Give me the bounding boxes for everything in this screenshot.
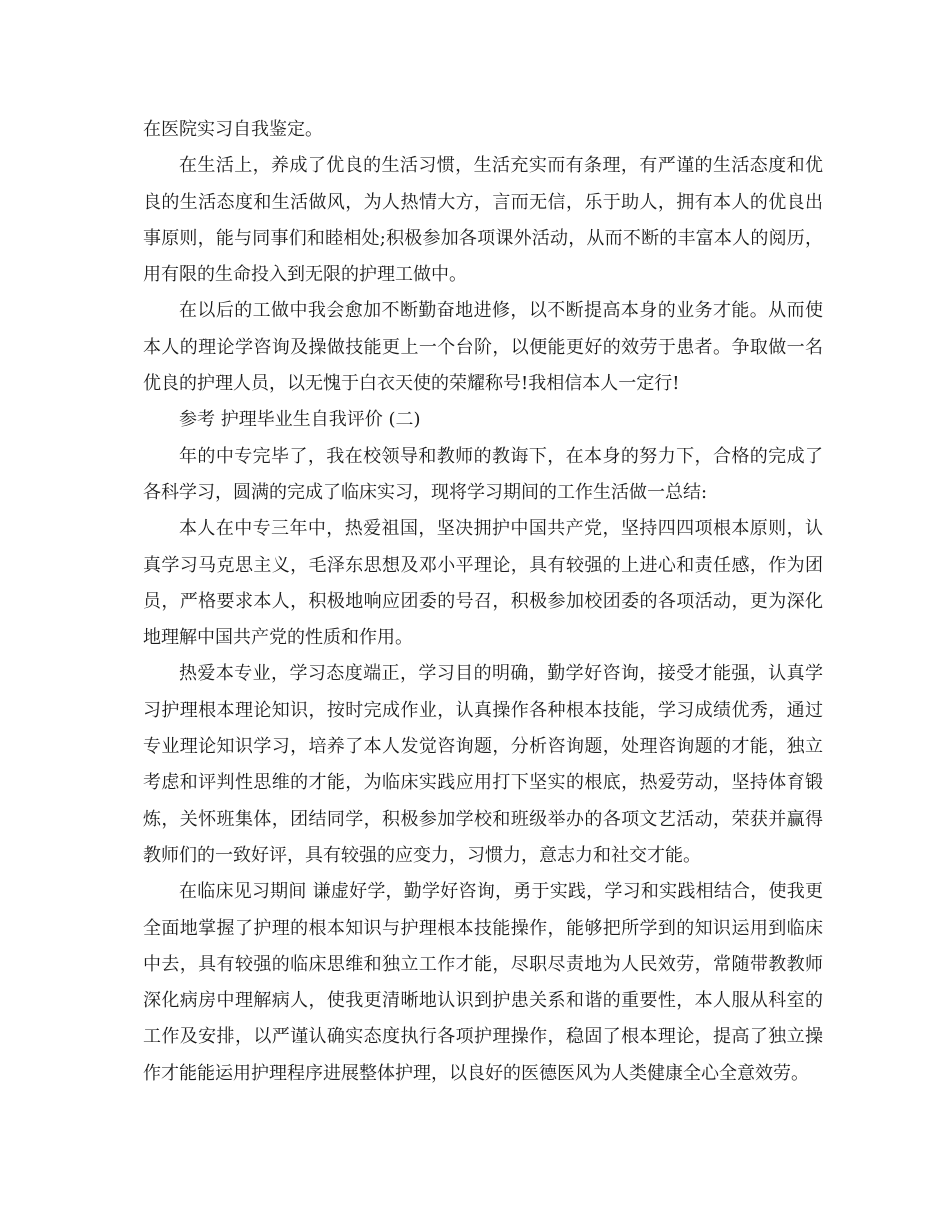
section-heading: 参考 护理毕业生自我评价 (二) xyxy=(179,409,421,431)
paragraph-study: 热爱本专业，学习态度端正，学习目的明确，勤学好咨询，接受才能强，认真学习护理根本理论知识，按时完成作业，认真操作各种根本技能，学习成绩优秀，通过专业理论知识学习，培养了本人发觉咨询题，分析咨询题，处理咨询题的才能，独立考虑和评判性思维的才能，为临床实践应用打下坚实的根底，热爱劳动，坚持体育锻炼，关怀班集体，团结同学，积极参加学校和班级举办的各项文艺活动，荣获并赢得教师们的一致好评，具有较强的应变力，习惯力，意志力和社交才能。 xyxy=(143,663,823,866)
paragraph-intro: 年的中专完毕了，我在校领导和教师的教诲下，在本身的努力下，合格的完成了各科学习，圆满的完成了临床实习，现将学习期间的工作生活做一总结: xyxy=(143,445,823,503)
paragraph-politics: 本人在中专三年中，热爱祖国，坚决拥护中国共产党，坚持四四项根本原则，认真学习马克思主义，毛泽东思想及邓小平理论，具有较强的上进心和责任感，作为团员，严格要求本人，积极地响应团委的号召，积极参加校团委的各项活动，更为深化地理解中国共产党的性质和作用。 xyxy=(143,518,823,649)
paragraph-clinical: 在临床见习期间 谦虚好学，勤学好咨询，勇于实践，学习和实践相结合，使我更全面地掌握了护理的根本知识与护理根本技能操作，能够把所学到的知识运用到临床中去，具有较强的临床思维和独立工作才能，尽职尽责地为人民效劳，常随带教教师深化病房中理解病人，使我更清晰地认识到护患关系和谐的重要性，本人服从科室的工作及安排，以严谨认确实态度执行各项护理操作，稳固了根本理论，提高了独立操作才能能运用护理程序进展整体护理，以良好的医德医风为人类健康全心全意效劳。 xyxy=(143,881,823,1084)
paragraph-life: 在生活上，养成了优良的生活习惯，生活充实而有条理，有严谨的生活态度和优良的生活态度和生活做风，为人热情大方，言而无信，乐于助人，拥有本人的优良出事原则，能与同事们和睦相处;积极参加各项课外活动，从而不断的丰富本人的阅历，用有限的生命投入到无限的护理工做中。 xyxy=(143,155,823,286)
paragraph-continuation: 在医院实习自我鉴定。 xyxy=(143,119,323,140)
document-page xyxy=(143,112,823,1092)
paragraph-future-work: 在以后的工做中我会愈加不断勤奋地进修，以不断提高本身的业务才能。从而使本人的理论学咨询及操做技能更上一个台阶，以便能更好的效劳于患者。争取做一名优良的护理人员，以无愧于白衣天使的荣耀称号!我相信本人一定行! xyxy=(143,300,823,395)
